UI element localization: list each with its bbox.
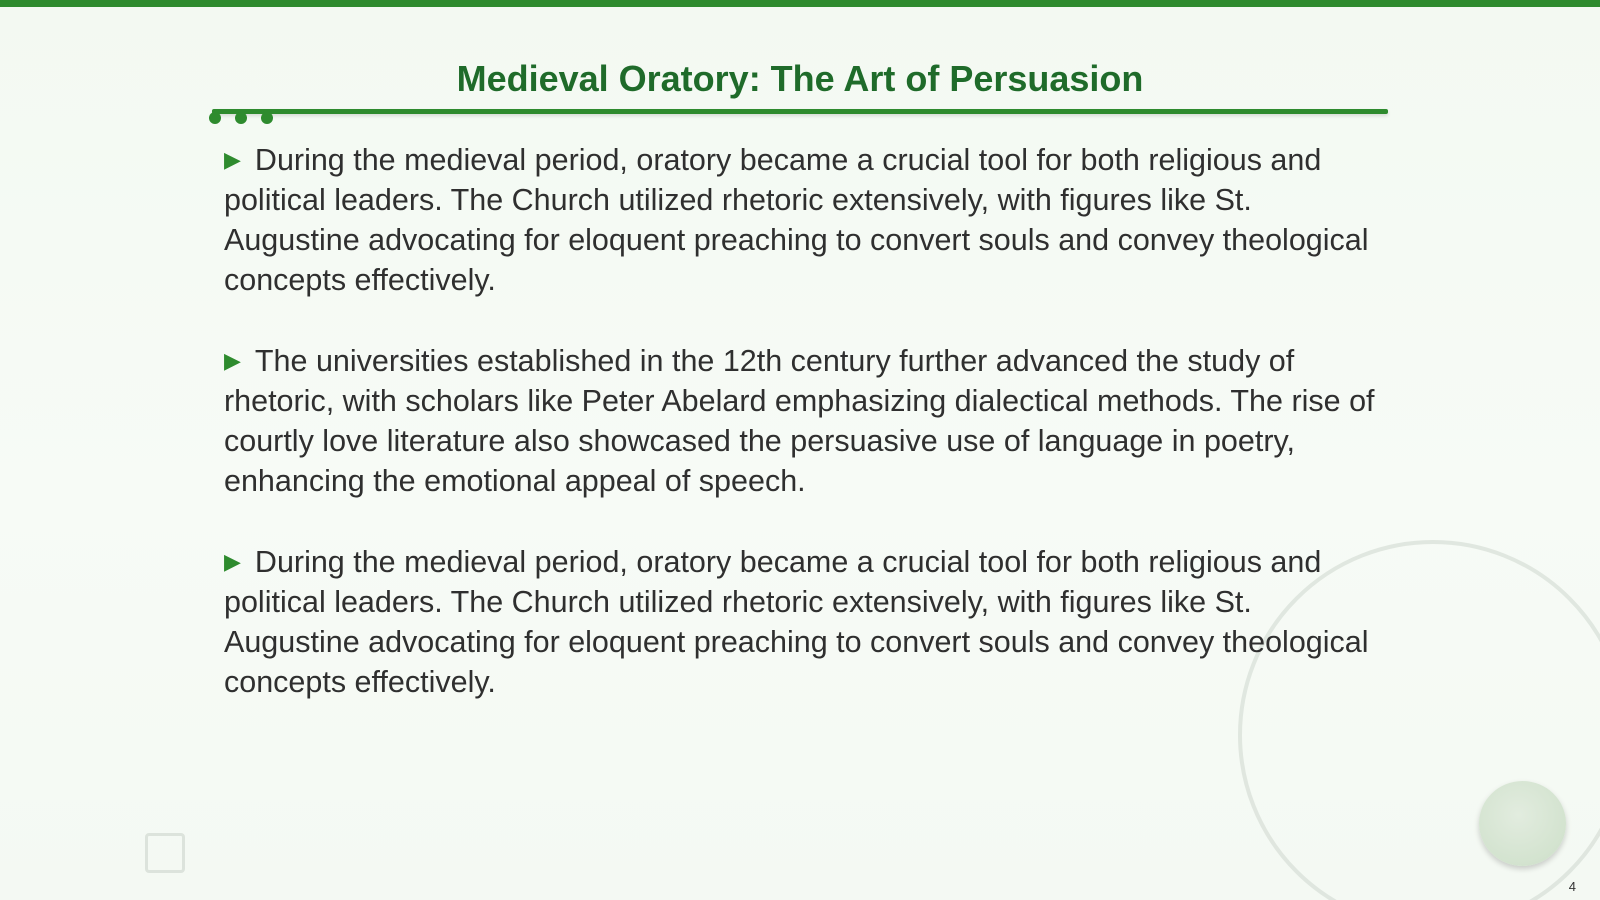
decorative-square: [145, 833, 185, 873]
bullet-paragraph: [224, 140, 1384, 300]
top-accent-bar: [0, 0, 1600, 7]
paragraph-text: The universities established in the 12th century further advanced the study of rhetoric, with scholars like Peter Abelard emphasizing dialectical methods. The rise of courtly love literature also showcased the persuasive use of language in poetry, enhancing the emotional appeal of speech.: [224, 344, 1375, 498]
bullet-paragraph: [224, 341, 1384, 501]
decorative-circle: [1479, 781, 1566, 866]
paragraph-text: During the medieval period, oratory became a crucial tool for both religious and political leaders. The Church utilized rhetoric extensively, with figures like St. Augustine advocating for eloquent preaching to convert souls and convey theological concepts effectively.: [224, 545, 1369, 699]
paragraph-text: During the medieval period, oratory became a crucial tool for both religious and political leaders. The Church utilized rhetoric extensively, with figures like St. Augustine advocating for eloquent preaching to convert souls and convey theological concepts effectively.: [224, 143, 1369, 297]
bullet-arrow-icon: ▶: [224, 348, 241, 373]
underline-dot: [209, 112, 221, 124]
bullet-paragraph: [224, 542, 1384, 702]
bullet-arrow-icon: ▶: [224, 147, 241, 172]
bullet-list: [224, 140, 1384, 743]
underline-dot: [235, 112, 247, 124]
underline-dot: [261, 112, 273, 124]
bullet-arrow-icon: ▶: [224, 549, 241, 574]
title-underline: [212, 109, 1388, 114]
page-number: 4: [1568, 879, 1576, 894]
slide-title: Medieval Oratory: The Art of Persuasion: [456, 58, 1144, 99]
